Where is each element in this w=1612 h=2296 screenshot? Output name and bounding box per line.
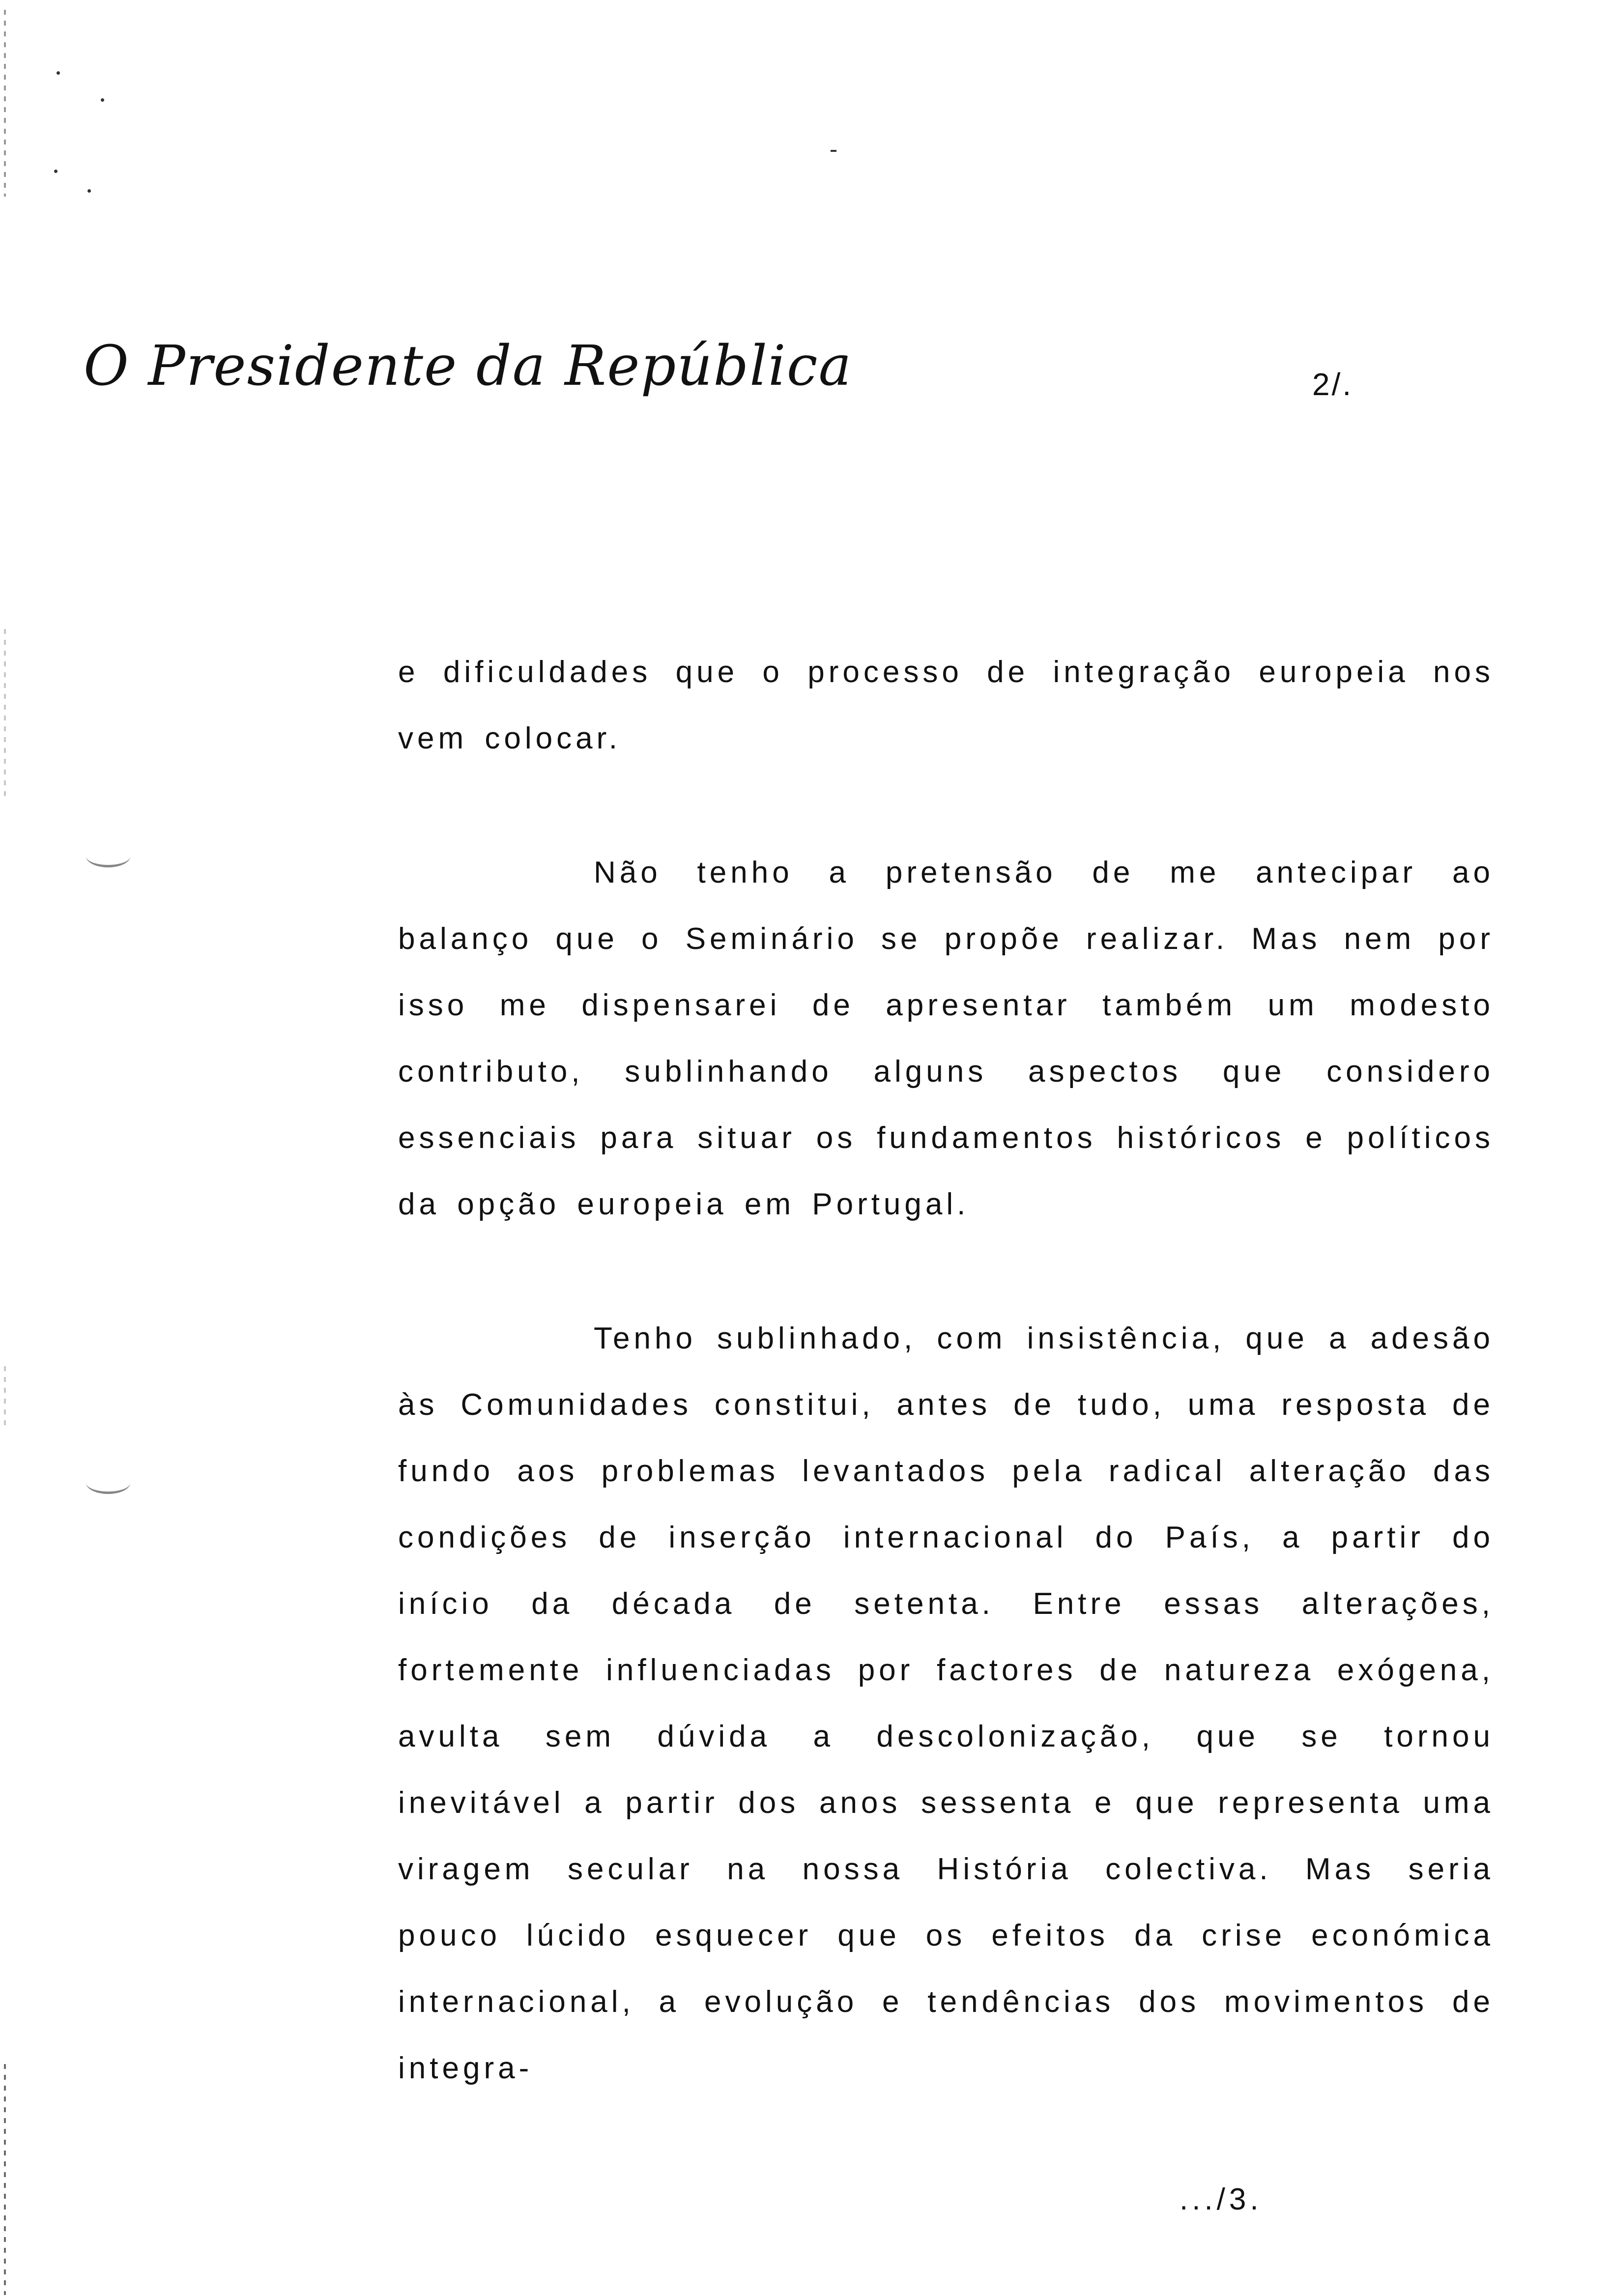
scan-dot [831,150,836,152]
scan-edge-artifact [4,2064,6,2295]
scan-dot [87,189,91,193]
paragraph-argument: Tenho sublinhado, com insistência, que a adesão às Comunidades constitui, antes de tudo, uma resposta de fundo aos problemas levantados pela radical alteração das condições de inserção internacional do País, a partir do início da década de setenta. Entre essas alterações, fortemente influenciadas por factores de natureza exógena, avulta sem dúvida a descolonização, que se tornou inevitável a partir dos anos sessenta e que representa uma viragem secular na nossa História colectiva. Mas seria pouco lúcido esquecer que os efeitos da crise económica internacional, a evolução e tendências dos movimentos de integra- [398,1321,1494,2085]
scan-edge-artifact [4,1366,6,1430]
scan-dot [101,98,104,102]
page-number: 2/. [1312,367,1353,402]
letterhead-title: O Presidente da República [84,334,853,398]
scan-dot [54,170,58,173]
punch-hole-mark [86,1472,130,1494]
punch-hole-mark [86,845,130,867]
paragraph-intro: Não tenho a pretensão de me antecipar ao balanço que o Seminário se propõe realizar. Mas nem por isso me dispensarei de apresentar também um modesto contributo, sublinhando alguns aspectos que considero essenciais para situar os fundamentos históricos e políticos da opção europeia em Portugal. [398,856,1494,1221]
paragraph-continued: e dificuldades que o processo de integração europeia nos vem colocar. [398,655,1494,755]
body-text [398,639,1494,2101]
scan-edge-artifact [4,629,6,796]
scan-edge-artifact [4,10,6,197]
scan-dot [57,71,60,75]
continuation-marker: .../3. [1180,2182,1263,2216]
